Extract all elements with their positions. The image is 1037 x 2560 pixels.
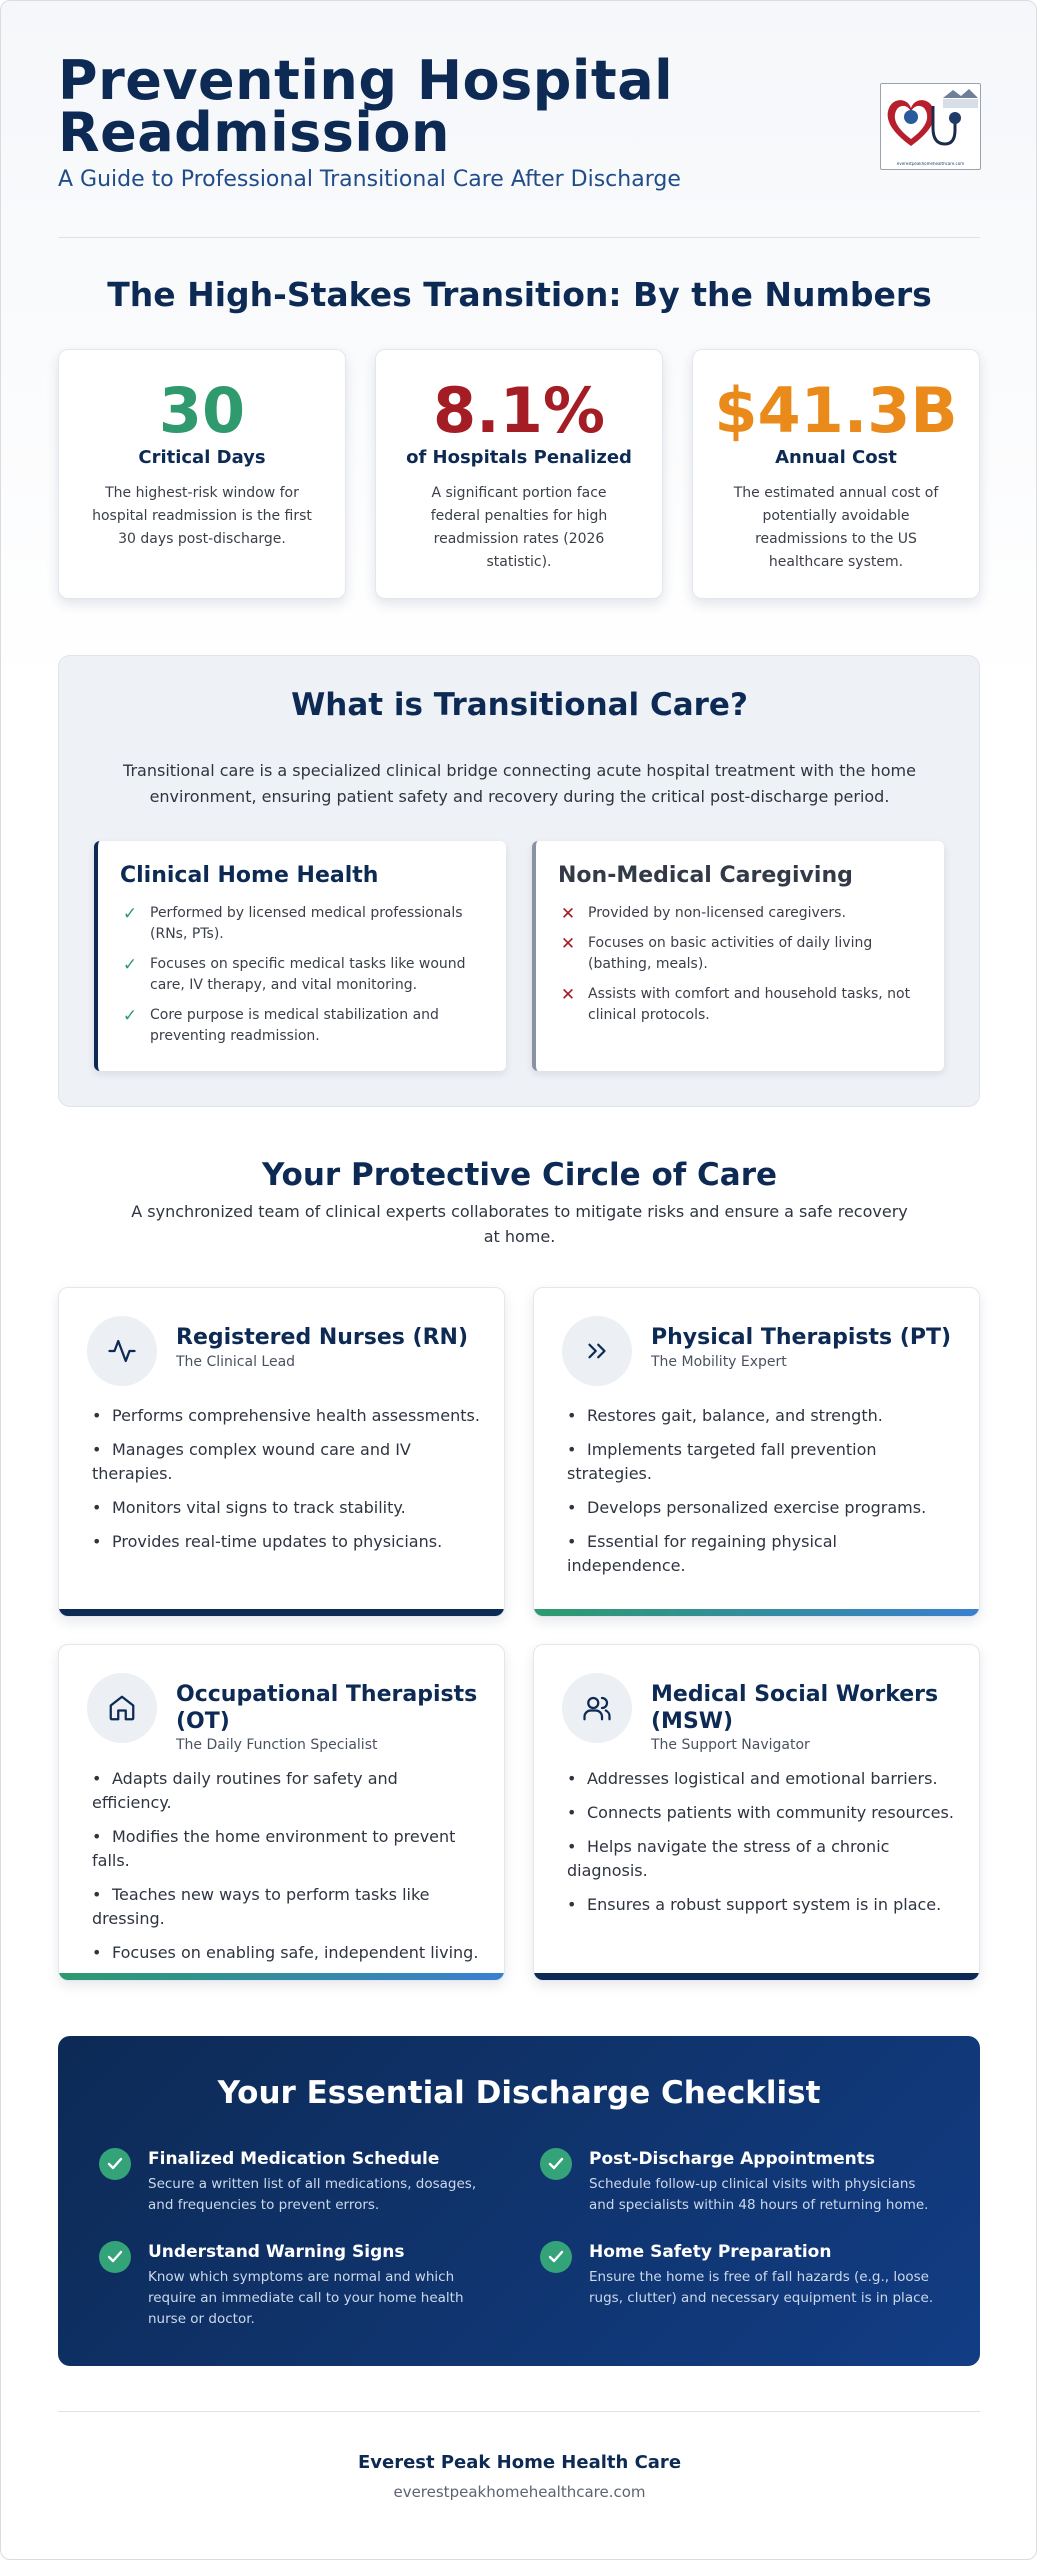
checklist-item-title: Finalized Medication Schedule bbox=[148, 2149, 440, 2169]
role-card-rn bbox=[58, 1287, 505, 1617]
circle-of-care-heading: Your Protective Circle of Care bbox=[261, 1157, 778, 1193]
transitional-care-heading: What is Transitional Care? bbox=[291, 687, 748, 723]
stat-card-annual-cost bbox=[692, 349, 980, 599]
role-subtitle: The Clinical Lead bbox=[176, 1354, 296, 1370]
list-item bbox=[120, 1005, 476, 1047]
role-title: Medical Social Workers (MSW) bbox=[651, 1682, 939, 1734]
list-item: • Addresses logistical and emotional barriers. bbox=[567, 1767, 955, 1791]
stat-value: $41.3B bbox=[714, 374, 958, 447]
checklist-item-appointments bbox=[540, 2148, 940, 2213]
list-item: • Helps navigate the stress of a chronic diagnosis. bbox=[567, 1835, 955, 1883]
check-icon: ✓ bbox=[122, 904, 138, 924]
page-subtitle: A Guide to Professional Transitional Care After Discharge bbox=[58, 167, 681, 192]
role-subtitle: The Support Navigator bbox=[651, 1737, 810, 1753]
checklist-item-medication bbox=[99, 2148, 499, 2213]
card-accent-bar bbox=[59, 1609, 504, 1616]
check-circle-icon bbox=[99, 2148, 131, 2180]
role-card-ot bbox=[58, 1644, 505, 1981]
list-item bbox=[558, 984, 914, 1026]
checklist-item-title: Home Safety Preparation bbox=[589, 2242, 832, 2262]
role-title: Occupational Therapists (OT) bbox=[176, 1682, 478, 1734]
header-divider bbox=[58, 237, 980, 238]
checklist-item-title: Understand Warning Signs bbox=[148, 2242, 405, 2262]
list-item-text: Provided by non-licensed caregivers. bbox=[588, 905, 846, 921]
role-title: Registered Nurses (RN) bbox=[176, 1325, 469, 1350]
stats-heading: The High-Stakes Transition: By the Numbers bbox=[107, 275, 932, 314]
non-medical-caregiving-card bbox=[532, 841, 944, 1071]
list-item bbox=[558, 933, 914, 975]
card-title: Clinical Home Health bbox=[120, 863, 379, 888]
circle-of-care-subheading: A synchronized team of clinical experts collaborates to mitigate risks and ensure a safe recovery at home. bbox=[131, 1202, 908, 1246]
list-item: • Monitors vital signs to track stability. bbox=[92, 1496, 480, 1520]
clinical-home-health-card bbox=[94, 841, 506, 1071]
footer-divider bbox=[58, 2411, 980, 2412]
check-icon: ✓ bbox=[122, 955, 138, 975]
non-medical-list bbox=[558, 903, 914, 1035]
checklist-item-description: Schedule follow-up clinical visits with physicians and specialists within 48 hours of returning home. bbox=[589, 2176, 929, 2213]
list-item-text: Focuses on specific medical tasks like wound care, IV therapy, and vital monitoring. bbox=[150, 956, 466, 993]
transitional-care-intro: Transitional care is a specialized clinical bridge connecting acute hospital treatment with the home environment, ensuring patient safety and recovery during the critical post-discharge period. bbox=[123, 761, 916, 806]
checklist-item-warning-signs bbox=[99, 2241, 499, 2327]
role-card-msw bbox=[533, 1644, 980, 1981]
users-icon bbox=[562, 1673, 632, 1743]
role-subtitle: The Mobility Expert bbox=[651, 1354, 787, 1370]
home-icon bbox=[87, 1673, 157, 1743]
page-title: Preventing Hospital Readmission bbox=[58, 49, 674, 164]
stat-description: The estimated annual cost of potentially avoidable readmissions to the US healthcare system. bbox=[733, 485, 939, 570]
list-item-text: Core purpose is medical stabilization and preventing readmission. bbox=[150, 1007, 439, 1044]
stat-card-hospitals-penalized bbox=[375, 349, 663, 599]
stat-value: 30 bbox=[158, 374, 246, 447]
role-list bbox=[92, 1767, 480, 1975]
checklist-item-description: Ensure the home is free of fall hazards (e.g., loose rugs, clutter) and necessary equipment is in place. bbox=[589, 2269, 934, 2306]
role-list bbox=[567, 1767, 955, 1927]
x-icon: ✕ bbox=[560, 985, 576, 1005]
check-circle-icon bbox=[540, 2241, 572, 2273]
x-icon: ✕ bbox=[560, 934, 576, 954]
list-item: • Develops personalized exercise programs. bbox=[567, 1496, 955, 1520]
list-item: • Modifies the home environment to prevent falls. bbox=[92, 1825, 480, 1873]
list-item: • Essential for regaining physical independence. bbox=[567, 1530, 955, 1578]
heart-stethoscope-icon bbox=[881, 84, 982, 159]
list-item: • Ensures a robust support system is in place. bbox=[567, 1893, 955, 1917]
list-item-text: Performed by licensed medical professionals (RNs, PTs). bbox=[150, 905, 463, 942]
check-circle-icon bbox=[540, 2148, 572, 2180]
x-icon: ✕ bbox=[560, 904, 576, 924]
stat-label: of Hospitals Penalized bbox=[406, 447, 632, 468]
list-item bbox=[120, 903, 476, 945]
list-item: • Performs comprehensive health assessments. bbox=[92, 1404, 480, 1428]
checklist-item-title: Post-Discharge Appointments bbox=[589, 2149, 875, 2169]
logo-url-text: everestpeakhomehealthcare.com bbox=[896, 162, 965, 166]
check-icon: ✓ bbox=[122, 1006, 138, 1026]
role-list bbox=[567, 1404, 955, 1588]
activity-icon bbox=[87, 1316, 157, 1386]
list-item: • Implements targeted fall prevention strategies. bbox=[567, 1438, 955, 1486]
stat-value: 8.1% bbox=[433, 374, 605, 447]
card-accent-bar bbox=[534, 1609, 979, 1616]
company-logo bbox=[880, 83, 981, 170]
list-item: • Connects patients with community resources. bbox=[567, 1801, 955, 1825]
list-item bbox=[120, 954, 476, 996]
list-item: • Teaches new ways to perform tasks like dressing. bbox=[92, 1883, 480, 1931]
check-circle-icon bbox=[99, 2241, 131, 2273]
role-list bbox=[92, 1404, 480, 1564]
role-subtitle: The Daily Function Specialist bbox=[176, 1737, 378, 1753]
card-accent-bar bbox=[534, 1973, 979, 1980]
stat-label: Critical Days bbox=[138, 447, 266, 468]
list-item-text: Focuses on basic activities of daily living (bathing, meals). bbox=[588, 935, 873, 972]
footer-website-link[interactable]: everestpeakhomehealthcare.com bbox=[393, 2483, 646, 2501]
list-item: • Manages complex wound care and IV therapies. bbox=[92, 1438, 480, 1486]
stat-label: Annual Cost bbox=[775, 447, 897, 468]
role-title: Physical Therapists (PT) bbox=[651, 1325, 952, 1350]
list-item: • Provides real-time updates to physicians. bbox=[92, 1530, 480, 1554]
list-item: • Restores gait, balance, and strength. bbox=[567, 1404, 955, 1428]
card-title: Non-Medical Caregiving bbox=[558, 863, 853, 888]
checklist-item-description: Secure a written list of all medications, dosages, and frequencies to prevent errors. bbox=[148, 2176, 477, 2213]
list-item bbox=[558, 903, 914, 924]
card-accent-bar bbox=[59, 1973, 504, 1980]
clinical-list bbox=[120, 903, 476, 1056]
footer-company-name: Everest Peak Home Health Care bbox=[357, 2452, 682, 2473]
checklist-heading: Your Essential Discharge Checklist bbox=[217, 2075, 821, 2111]
stat-description: A significant portion face federal penalties for high readmission rates (2026 statistic). bbox=[430, 485, 608, 570]
list-item: • Adapts daily routines for safety and efficiency. bbox=[92, 1767, 480, 1815]
chevrons-right-icon bbox=[562, 1316, 632, 1386]
role-card-pt bbox=[533, 1287, 980, 1617]
stat-description: The highest-risk window for hospital readmission is the first 30 days post-discharge. bbox=[92, 485, 312, 547]
checklist-item-description: Know which symptoms are normal and which require an immediate call to your home health nurse or doctor. bbox=[148, 2269, 464, 2327]
checklist-item-home-safety bbox=[540, 2241, 940, 2323]
list-item-text: Assists with comfort and household tasks, not clinical protocols. bbox=[588, 986, 911, 1023]
list-item: • Focuses on enabling safe, independent living. bbox=[92, 1941, 480, 1965]
stat-card-critical-days bbox=[58, 349, 346, 599]
